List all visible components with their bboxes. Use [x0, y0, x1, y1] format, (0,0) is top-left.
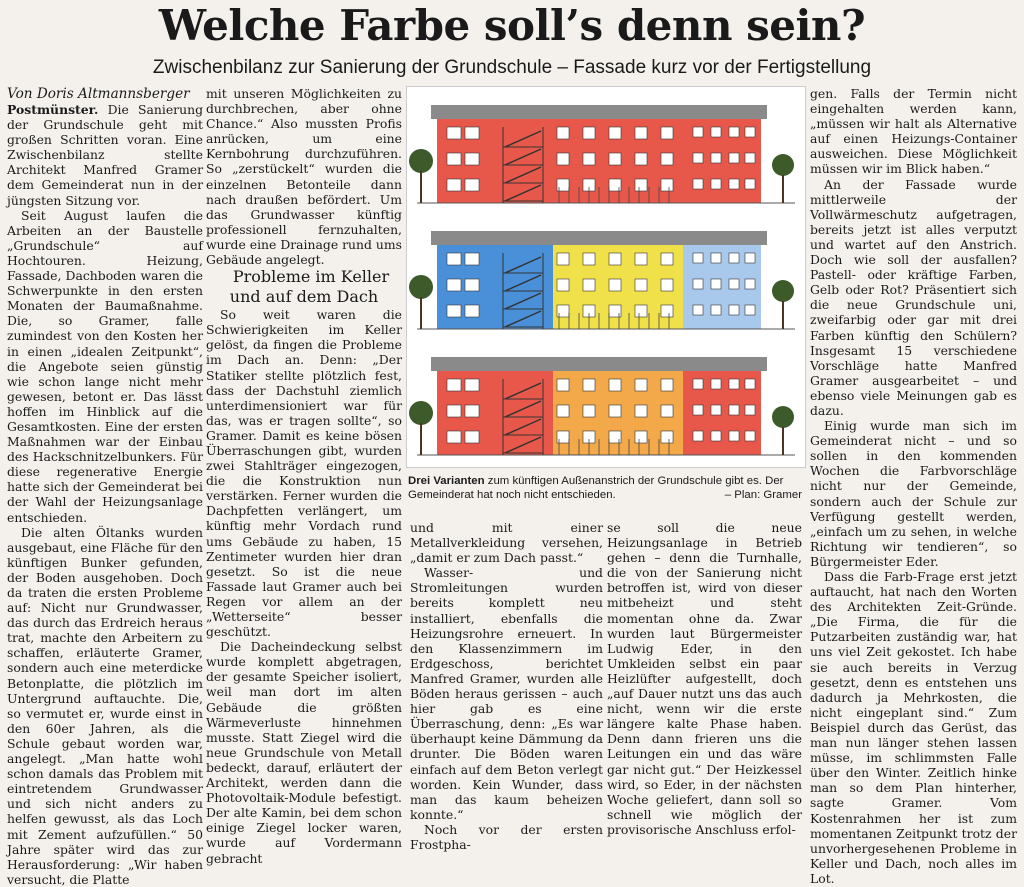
window [447, 153, 461, 165]
window [557, 153, 569, 165]
building-variants-figure [406, 86, 806, 468]
paragraph: mit unseren Möglichkeiten zu durchbrechen, aber ohne Chance.“ Also mussten Profis anrücken, um eine Kernbohrung durchzuführen. So „zerstückelt“ wurden die einzelnen Betonteile dann nach draußen befördert. Um das Grundwasser künftig professionell fernzuhalten, wurde eine Drainage rund ums Gebäude angelegt. [206, 86, 402, 268]
window [661, 279, 673, 291]
window [465, 431, 479, 443]
window [635, 153, 647, 165]
paragraph [7, 102, 203, 208]
window [711, 179, 721, 189]
paragraph: Seit August laufen die Arbeiten an der Baustelle „Grundschule“ auf Hochtouren. Heizung, Fassade, Dachboden waren die Schwerpunkte in den ersten Monaten der Baumaßnahme. Die, so Gramer, falle zumindest von den Kosten her in einen „idealen Zeitpunkt“, die Angebote seien günstig wie schon lange nicht mehr gewesen, betont er. Das lässt hoffen im Hinblick auf die Gesamtkosten. Eine der ersten Maßnahmen war der Einbau des Hackschnitzelbunkers. Für diese regenerative Energie hatte sich der Gemeinderat bei der Wahl der Heizungsanlage entschieden. [7, 207, 203, 525]
column-2 [206, 86, 402, 866]
building-illustration [407, 87, 805, 467]
photo-credit: – Plan: Gramer [724, 489, 802, 501]
paragraph: se soll die neue Heizungsanlage in Betrieb gehen – denn die Turnhalle, die von der Sanierung nicht betroffen ist, wird von dieser mitbeheizt und steht momentan ohne da. Zwar wurden laut Bürgermeister Ludwig Eder, in den Umkleiden selbst ein paar Heizlüfter aufgestellt, doch „auf Dauer nutzt uns das auch nicht, wenn wir die erste längere kalte Phase haben. Denn dann frieren uns die Leitungen ein und das wäre gar nicht gut.“ Der Heizkessel wird, so Eder, in der nächsten Woche geliefert, dann soll so schnell wie möglich der provisorische Anschluss erfol- [607, 520, 802, 837]
window [711, 253, 721, 263]
window [465, 153, 479, 165]
window [465, 405, 479, 417]
window [745, 379, 755, 389]
window [557, 379, 569, 391]
window [635, 405, 647, 417]
window [557, 127, 569, 139]
roof [431, 231, 767, 245]
window [711, 305, 721, 315]
window [661, 127, 673, 139]
window [729, 279, 739, 289]
window [465, 253, 479, 265]
section-heading: Probleme im Keller und auf dem Dach [229, 267, 390, 307]
window [557, 279, 569, 291]
window [661, 153, 673, 165]
window [635, 179, 647, 191]
window [661, 253, 673, 265]
window [661, 179, 673, 191]
window [661, 379, 673, 391]
window [745, 305, 755, 315]
window [711, 431, 721, 441]
window [583, 153, 595, 165]
tree [772, 280, 794, 302]
window [583, 253, 595, 265]
window [729, 305, 739, 315]
window [729, 253, 739, 263]
window [583, 127, 595, 139]
window [447, 127, 461, 139]
tree [409, 401, 433, 425]
window [711, 127, 721, 137]
window [693, 127, 703, 137]
window [745, 253, 755, 263]
window [729, 431, 739, 441]
window [661, 405, 673, 417]
window [635, 279, 647, 291]
window [729, 405, 739, 415]
caption-text: zum künftigen Außenanstrich der Grundschule gibt es. Der Gemeinderat hat noch nicht entschieden. [408, 475, 784, 501]
roof [431, 357, 767, 371]
window [465, 127, 479, 139]
window [465, 179, 479, 191]
window [447, 405, 461, 417]
paragraph: Einig wurde man sich im Gemeinderat nicht – und so sollen in den kommenden Wochen die Farbvorschläge nicht nur der Gemeinde, sondern auch der Schule zur Verfügung gestellt werden, „einfach um zu sehen, in welche Richtung wir tendieren“, so Bürgermeister Eder. [810, 418, 1017, 569]
window [465, 379, 479, 391]
window [729, 179, 739, 189]
window [609, 127, 621, 139]
paragraph: Die Dacheindeckung selbst wurde komplett abgetragen, der gesamte Speicher isoliert, weil man dort im alten Gebäude die größten Wärmeverluste hinnehmen musste. Statt Ziegel wird die neue Grundschule von Metall bedeckt, darauf, erläutert der Architekt, werden dann die Photovoltaik-Module befestigt. Der alte Kamin, bei dem schon einige Ziegel locker waren, wurde auf Vordermann gebracht [206, 639, 402, 866]
window [583, 279, 595, 291]
byline: Von Doris Altmannsberger [7, 86, 190, 102]
headline: Welche Farbe soll’s denn sein? [158, 1, 866, 50]
window [729, 153, 739, 163]
column-4 [607, 520, 802, 837]
window [609, 405, 621, 417]
window [465, 279, 479, 291]
paragraph: Noch vor der ersten Frostpha- [410, 821, 603, 852]
window [557, 253, 569, 265]
window [693, 153, 703, 163]
window [745, 279, 755, 289]
window [661, 431, 673, 443]
window [745, 179, 755, 189]
figure-caption [408, 474, 802, 502]
paragraph: So weit waren die Schwierigkeiten im Keller gelöst, da fingen die Probleme im Dach an. Denn: „Der Statiker stellte plötzlich fest, dass der Dachstuhl ziemlich unterdimensioniert war für das, was er tragen sollte“, so Gramer. Damit es keine bösen Überraschungen gibt, wurden zwei Stahlträger eingezogen, die die Konstruktion nun verstärken. Ferner wurden die Dachpfetten verlängert, um künftig mehr Vordach rund ums Gebäude zu haben, 15 Zentimeter wurden hier dran gesetzt. So ist die neue Fassade laut Gramer auch bei Regen vor allem an der „Wetterseite“ besser geschützt. [206, 307, 402, 640]
window [635, 253, 647, 265]
window [583, 405, 595, 417]
column-1 [7, 86, 203, 887]
window [609, 279, 621, 291]
tree [772, 406, 794, 428]
window [729, 379, 739, 389]
window [635, 431, 647, 443]
window [693, 179, 703, 189]
window [635, 127, 647, 139]
window [745, 405, 755, 415]
window [447, 379, 461, 391]
window [609, 253, 621, 265]
window [745, 127, 755, 137]
window [447, 279, 461, 291]
paragraph: An der Fassade wurde mittlerweile der Vollwärmeschutz aufgetragen, bereits jetzt ist alles verputzt und wartet auf den Anstrich. Doch wie soll der ausfallen? Pastell- oder kräftige Farben, Gelb oder Rot? Präsentiert sich die neue Grundschule uni, zweifarbig oder gar mit drei Farben künftig den Schülern? Insgesamt 15 verschiedene Vorschläge hatte Manfred Gramer ausgearbeitet – und ebenso viele Meinungen gab es dazu. [810, 176, 1017, 418]
window [557, 405, 569, 417]
window [693, 405, 703, 415]
window [693, 279, 703, 289]
window [609, 153, 621, 165]
window [447, 305, 461, 317]
window [661, 305, 673, 317]
window [635, 379, 647, 391]
caption-bold: Drei Varianten [408, 475, 485, 487]
window [635, 305, 647, 317]
window [465, 305, 479, 317]
window [447, 179, 461, 191]
window [729, 127, 739, 137]
window [711, 153, 721, 163]
tree [772, 154, 794, 176]
window [711, 379, 721, 389]
window [693, 253, 703, 263]
window [693, 379, 703, 389]
paragraph: Dass die Farb-Frage erst jetzt auftaucht, hat nach den Worten des Architekten Zeit-Gründe. „Die Firma, die für die Putzarbeiten zuständig war, hat uns viel Zeit gekostet. Ich habe sie auch bereits in Verzug gesetzt, denn es entstehen uns dadurch ja Mehrkosten, die nicht eingeplant sind.“ Zum Beispiel durch das Gerüst, das man nun länger stehen lassen müsse, im schlimmsten Falle über den Winter. Zeitlich hinke man so dem Plan hinterher, sagte Gramer. Vom Kostenrahmen her ist zum momentanen Zeitpunkt trotz der unvorhergesehenen Probleme in Keller und Dach, noch alles im Lot. [810, 569, 1017, 886]
tree [409, 275, 433, 299]
paragraph: Die alten Öltanks wurden ausgebaut, eine Fläche für den künftigen Bunker gefunden, der Boden ausgehoben. Doch da traten die ersten Probleme auf: Nicht nur Grundwasser, das durch das Erdreich heraus trat, machte den Arbeitern zu schaffen, erläuterte Gramer, sondern auch eine meterdicke Betonplatte, die plötzlich im Untergrund auftauchte. Die, so vermutet er, wurde einst in den 60er Jahren, als die Schule gebaut worden war, angelegt. „Man hatte wohl schon damals das Problem mit eintretendem Grundwasser und sich nicht anders zu helfen gewusst, als das Loch mit Zement aufzufüllen.“ 50 Jahre später wird das zur Herausforderung: „Wir haben versucht, die Platte [7, 524, 203, 887]
window [745, 431, 755, 441]
window [693, 305, 703, 315]
paragraph: gen. Falls der Termin nicht eingehalten werden kann, „müssen wir halt als Alternative auf einen Heizungs-Container ausweichen. Diese Möglichkeit müssen wir im Blick haben.“ [810, 86, 1017, 177]
dateline: Postmünster. [7, 102, 99, 117]
window [583, 379, 595, 391]
window [447, 253, 461, 265]
window [609, 379, 621, 391]
tree [409, 149, 433, 173]
column-3 [410, 520, 603, 852]
window [447, 431, 461, 443]
window [711, 405, 721, 415]
window [693, 431, 703, 441]
window [745, 153, 755, 163]
column-5 [810, 86, 1017, 886]
paragraph: Wasser- und Stromleitungen wurden bereits komplett neu installiert, ebenfalls die Heizungsrohre erneuert. In den Klassenzimmern im Erdgeschoss, berichtet Manfred Gramer, wurden alle Böden heraus gerissen – auch hier gab es eine Überraschung, denn: „Es war überhaupt keine Dämmung da drunter. Die Böden waren einfach auf dem Beton verlegt worden. Kein Wunder, dass man das kaum beheizen konnte.“ [410, 565, 603, 822]
subheadline: Zwischenbilanz zur Sanierung der Grundschule – Fassade kurz vor der Fertigstellung [152, 57, 872, 78]
window [711, 279, 721, 289]
roof [431, 105, 767, 119]
paragraph: und mit einer Metallverkleidung versehen, „damit er zum Dach passt.“ [410, 520, 603, 566]
paragraph-text: Die Sanierung der Grundschule geht mit großen Schritten voran. Eine Zwischenbilanz stellte Architekt Manfred Gramer dem Gemeinderat nun in der jüngsten Sitzung vor. [7, 102, 203, 208]
